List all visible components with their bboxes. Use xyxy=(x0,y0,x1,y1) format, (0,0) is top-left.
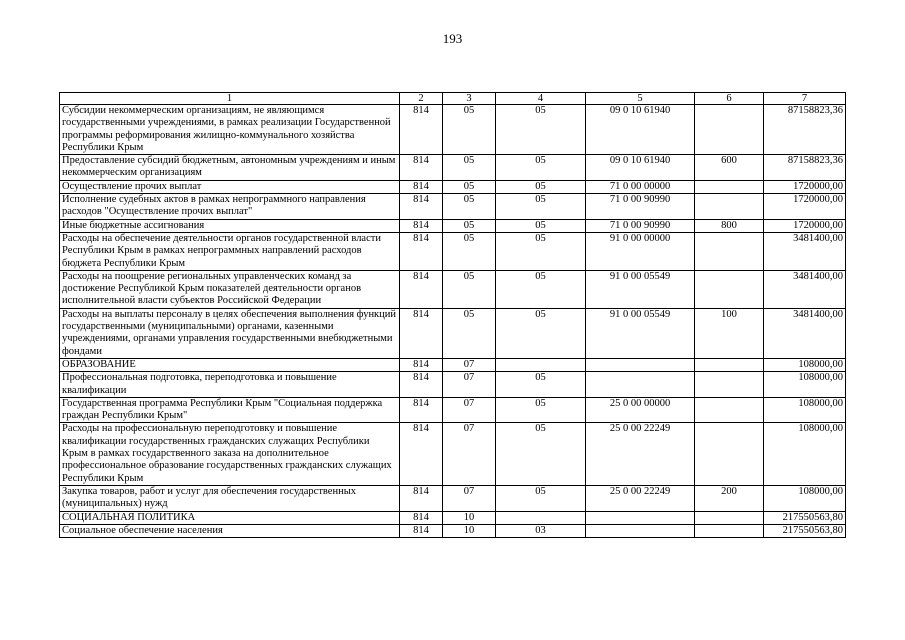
row-target-article: 71 0 00 90990 xyxy=(586,219,695,232)
row-expense-type xyxy=(695,270,764,308)
row-name: Предоставление субсидий бюджетным, автономным учреждениям и иным некоммерческим организациям xyxy=(60,155,400,181)
row-subsection-code: 05 xyxy=(496,308,586,358)
row-section-code: 07 xyxy=(443,358,496,371)
row-name: Расходы на выплаты персоналу в целях обеспечения выполнения функций государственными (муниципальными) органами, казенными учреждениями, органами управления государственными внебюджетными фондами xyxy=(60,308,400,358)
column-header: 3 xyxy=(443,93,496,105)
row-admin-code: 814 xyxy=(400,270,443,308)
row-section-code: 10 xyxy=(443,511,496,524)
row-expense-type xyxy=(695,397,764,423)
row-admin-code: 814 xyxy=(400,397,443,423)
row-section-code: 05 xyxy=(443,180,496,193)
row-expense-type xyxy=(695,511,764,524)
row-amount: 217550563,80 xyxy=(764,511,846,524)
row-admin-code: 814 xyxy=(400,524,443,537)
row-amount: 3481400,00 xyxy=(764,308,846,358)
table-row xyxy=(60,397,846,423)
table-row xyxy=(60,524,846,537)
table-row xyxy=(60,270,846,308)
row-target-article: 25 0 00 00000 xyxy=(586,397,695,423)
row-admin-code: 814 xyxy=(400,232,443,270)
row-subsection-code: 03 xyxy=(496,524,586,537)
row-target-article xyxy=(586,524,695,537)
row-subsection-code: 05 xyxy=(496,372,586,398)
row-expense-type: 600 xyxy=(695,155,764,181)
row-amount: 108000,00 xyxy=(764,485,846,511)
row-target-article: 71 0 00 90990 xyxy=(586,194,695,220)
row-section-code: 07 xyxy=(443,397,496,423)
row-name: Расходы на обеспечение деятельности органов государственной власти Республики Крым в рамках непрограммных направлений расходов бюджета Республики Крым xyxy=(60,232,400,270)
row-amount: 108000,00 xyxy=(764,423,846,485)
row-admin-code: 814 xyxy=(400,485,443,511)
row-expense-type xyxy=(695,105,764,155)
table-row xyxy=(60,180,846,193)
row-expense-type xyxy=(695,194,764,220)
row-section-code: 05 xyxy=(443,219,496,232)
row-name: Исполнение судебных актов в рамках непрограммного направления расходов "Осуществление прочих выплат" xyxy=(60,194,400,220)
row-section-code: 05 xyxy=(443,270,496,308)
row-amount: 3481400,00 xyxy=(764,232,846,270)
table-row xyxy=(60,155,846,181)
row-target-article xyxy=(586,511,695,524)
row-target-article: 25 0 00 22249 xyxy=(586,485,695,511)
row-expense-type: 100 xyxy=(695,308,764,358)
row-target-article: 25 0 00 22249 xyxy=(586,423,695,485)
row-section-code: 05 xyxy=(443,232,496,270)
row-admin-code: 814 xyxy=(400,105,443,155)
row-amount: 108000,00 xyxy=(764,372,846,398)
row-section-code: 05 xyxy=(443,105,496,155)
row-admin-code: 814 xyxy=(400,423,443,485)
row-target-article: 09 0 10 61940 xyxy=(586,155,695,181)
row-target-article: 91 0 00 05549 xyxy=(586,308,695,358)
row-section-code: 05 xyxy=(443,194,496,220)
row-section-code: 07 xyxy=(443,485,496,511)
row-amount: 108000,00 xyxy=(764,358,846,371)
table-row xyxy=(60,105,846,155)
row-subsection-code: 05 xyxy=(496,180,586,193)
row-subsection-code: 05 xyxy=(496,194,586,220)
row-section-code: 05 xyxy=(443,155,496,181)
row-target-article: 09 0 10 61940 xyxy=(586,105,695,155)
row-section-code: 07 xyxy=(443,423,496,485)
row-subsection-code xyxy=(496,511,586,524)
row-admin-code: 814 xyxy=(400,372,443,398)
row-admin-code: 814 xyxy=(400,180,443,193)
row-name: Субсидии некоммерческим организациям, не являющимся государственными учреждениями, в рамках реализации Государственной программы реформирования жилищно-коммунального хозяйства Республики Крым xyxy=(60,105,400,155)
row-subsection-code: 05 xyxy=(496,270,586,308)
table-row xyxy=(60,511,846,524)
row-name: Осуществление прочих выплат xyxy=(60,180,400,193)
row-amount: 108000,00 xyxy=(764,397,846,423)
row-target-article: 91 0 00 00000 xyxy=(586,232,695,270)
row-name: Профессиональная подготовка, переподготовка и повышение квалификации xyxy=(60,372,400,398)
table-row xyxy=(60,308,846,358)
row-target-article xyxy=(586,358,695,371)
row-subsection-code: 05 xyxy=(496,485,586,511)
page-number: 193 xyxy=(442,31,463,46)
row-name: ОБРАЗОВАНИЕ xyxy=(60,358,400,371)
row-admin-code: 814 xyxy=(400,358,443,371)
row-amount: 3481400,00 xyxy=(764,270,846,308)
column-header: 7 xyxy=(764,93,846,105)
row-subsection-code: 05 xyxy=(496,232,586,270)
row-section-code: 07 xyxy=(443,372,496,398)
table-row xyxy=(60,423,846,485)
row-amount: 1720000,00 xyxy=(764,180,846,193)
row-expense-type xyxy=(695,232,764,270)
row-admin-code: 814 xyxy=(400,511,443,524)
table-row xyxy=(60,219,846,232)
row-amount: 87158823,36 xyxy=(764,105,846,155)
table-row xyxy=(60,358,846,371)
table-row xyxy=(60,485,846,511)
row-target-article xyxy=(586,372,695,398)
row-subsection-code: 05 xyxy=(496,423,586,485)
column-header: 6 xyxy=(695,93,764,105)
row-amount: 1720000,00 xyxy=(764,194,846,220)
column-header: 4 xyxy=(496,93,586,105)
row-section-code: 05 xyxy=(443,308,496,358)
row-admin-code: 814 xyxy=(400,219,443,232)
table-row xyxy=(60,194,846,220)
row-expense-type xyxy=(695,372,764,398)
table-row xyxy=(60,372,846,398)
row-expense-type xyxy=(695,524,764,537)
row-admin-code: 814 xyxy=(400,308,443,358)
row-name: Государственная программа Республики Крым "Социальная поддержка граждан Республики Крым" xyxy=(60,397,400,423)
row-expense-type xyxy=(695,180,764,193)
row-subsection-code: 05 xyxy=(496,105,586,155)
row-subsection-code xyxy=(496,358,586,371)
column-header: 2 xyxy=(400,93,443,105)
column-header: 1 xyxy=(60,93,400,105)
row-expense-type: 800 xyxy=(695,219,764,232)
row-subsection-code: 05 xyxy=(496,219,586,232)
row-admin-code: 814 xyxy=(400,194,443,220)
table-header-row xyxy=(60,93,846,105)
row-section-code: 10 xyxy=(443,524,496,537)
row-expense-type: 200 xyxy=(695,485,764,511)
row-amount: 217550563,80 xyxy=(764,524,846,537)
row-admin-code: 814 xyxy=(400,155,443,181)
row-amount: 87158823,36 xyxy=(764,155,846,181)
table-row xyxy=(60,232,846,270)
row-subsection-code: 05 xyxy=(496,155,586,181)
row-subsection-code: 05 xyxy=(496,397,586,423)
row-name: Иные бюджетные ассигнования xyxy=(60,219,400,232)
row-amount: 1720000,00 xyxy=(764,219,846,232)
row-target-article: 91 0 00 05549 xyxy=(586,270,695,308)
row-name: Расходы на профессиональную переподготовку и повышение квалификации государственных гражданских служащих Республики Крым в рамках государственного заказа на дополнительное профессиональное образование государственных гражданских служащих Республики Крым xyxy=(60,423,400,485)
row-expense-type xyxy=(695,358,764,371)
row-expense-type xyxy=(695,423,764,485)
row-target-article: 71 0 00 00000 xyxy=(586,180,695,193)
row-name: Закупка товаров, работ и услуг для обеспечения государственных (муниципальных) нужд xyxy=(60,485,400,511)
row-name: Социальное обеспечение населения xyxy=(60,524,400,537)
row-name: Расходы на поощрение региональных управленческих команд за достижение Республикой Крым показателей деятельности органов исполнительной власти субъектов Российской Федерации xyxy=(60,270,400,308)
column-header: 5 xyxy=(586,93,695,105)
budget-table xyxy=(59,92,846,538)
row-name: СОЦИАЛЬНАЯ ПОЛИТИКА xyxy=(60,511,400,524)
